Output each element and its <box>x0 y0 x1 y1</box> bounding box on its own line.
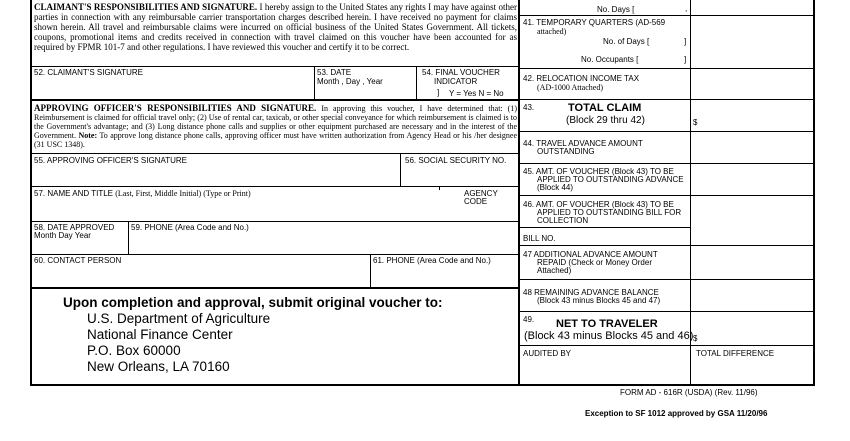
field-60-label: 60. CONTACT PERSON <box>34 256 122 265</box>
no-days-field[interactable] <box>632 3 682 14</box>
field-46-line2: APPLIED TO OUTSTANDING BILL FOR <box>537 208 682 217</box>
address-line: National Finance Center <box>87 327 233 342</box>
total-claim-sublabel: (Block 29 thru 42) <box>566 115 645 126</box>
divider <box>400 153 401 186</box>
relocation-tax-field[interactable] <box>693 71 813 99</box>
divider <box>520 279 815 280</box>
field-41-days-label: No. of Days [ <box>603 37 650 46</box>
claimant-heading: CLAIMANT'S RESPONSIBILITIES AND SIGNATURE. <box>34 2 258 12</box>
contact-person-field[interactable] <box>34 267 367 285</box>
field-42-label: 42. RELOCATION INCOME TAX <box>523 74 640 83</box>
divider <box>690 345 691 386</box>
section-divider <box>32 99 518 101</box>
name-title-field[interactable] <box>34 200 434 218</box>
field-53-label: 53. DATE <box>317 68 352 77</box>
claimant-text: I hereby assign to the United States any rights I may have against other parties in connection with any reimbursable carrier transportation charges described herein. I have received no payment for claims shown herein. All travel and reimbursable claims were incurred on official business of the United States Government. All tickets, coupons, promotional items and credits received in connection with travel claimed on this voucher have been accounted for as required by FPMR 101-7 and other regulations. I have reviewed this voucher and certify it to be correct. <box>34 2 518 52</box>
field-57-sublabel: (Last, First, Middle Initial) (Type or Print) <box>115 189 251 198</box>
tq-days-field[interactable] <box>662 36 682 46</box>
divider <box>416 66 417 100</box>
claimant-signature-field[interactable] <box>34 78 312 96</box>
divider <box>439 186 440 190</box>
total-difference-field[interactable] <box>693 359 813 383</box>
approving-note-text: To approve long distance phone calls, approving officer must have written authorization from Agency Head or his /her designee (31 USC 1348). <box>34 131 518 149</box>
field-41-occupants-label: No. Occupants [ <box>581 55 639 64</box>
submit-heading: Upon completion and approval, submit original voucher to: <box>63 295 443 310</box>
field-47-line2: REPAID (Check or Money Order <box>537 258 652 267</box>
divider <box>520 345 815 346</box>
field-45-line1: 45. AMT. OF VOUCHER (Block 43) TO BE <box>523 167 674 176</box>
close-bracket: ] <box>684 37 687 46</box>
field-55-label: 55. APPROVING OFFICER'S SIGNATURE <box>34 156 187 165</box>
form-id: FORM AD - 616R (USDA) (Rev. 11/96) <box>620 388 758 397</box>
divider <box>520 99 815 100</box>
column-divider <box>518 0 520 386</box>
bill-no-field[interactable] <box>562 232 687 243</box>
field-47-line1: 47 ADDITIONAL ADVANCE AMOUNT <box>523 250 658 259</box>
amount-column-divider <box>690 0 691 345</box>
field-44-label: 44. TRAVEL ADVANCE AMOUNT <box>523 139 643 148</box>
divider <box>32 221 518 222</box>
field-59-label: 59. PHONE (Area Code and No.) <box>131 223 249 232</box>
field-46-line3: COLLECTION <box>537 216 589 225</box>
dollar-sign: $ <box>693 334 698 343</box>
divider <box>32 66 518 67</box>
divider <box>520 227 690 228</box>
divider <box>520 195 815 196</box>
field-41-sublabel: attached) <box>537 27 567 36</box>
travel-advance-field[interactable] <box>693 134 813 161</box>
audited-by-label: AUDITED BY <box>523 349 572 358</box>
agency-code-field[interactable] <box>452 206 516 220</box>
final-indicator-box[interactable]: ] <box>437 88 440 97</box>
remaining-balance-field[interactable] <box>693 282 813 309</box>
applied-advance-field[interactable] <box>693 166 813 193</box>
total-claim-title: TOTAL CLAIM <box>568 102 642 114</box>
date-approved-field[interactable] <box>34 241 126 253</box>
field-54-options: Y = Yes N = No <box>449 89 504 98</box>
field-47-line3: Attached) <box>537 266 572 275</box>
field-44-sublabel: OUTSTANDING <box>537 147 595 156</box>
no-days-mark: , <box>685 4 688 13</box>
field-48-line2: (Block 43 minus Blocks 45 and 47) <box>537 296 661 305</box>
approving-text: In approving this voucher, I have determined that: (1) Reimbursement is claimed for official travel only; (2) Use of rental car, taxicab, or other special conveyance for which reimbursement is claimed is to the Government's advantage; and (3) Long distance phone calls and supplies or other equipment purchased are necessary and in the interest of the Government. <box>34 104 518 140</box>
address-line: P.O. Box 60000 <box>87 343 181 358</box>
phone-59-field[interactable] <box>131 234 515 252</box>
bill-no-label: BILL NO. <box>523 234 556 243</box>
date-field[interactable] <box>316 87 414 99</box>
claimant-statement <box>34 2 517 52</box>
approving-note-label: Note: <box>78 131 98 140</box>
gsa-exception: Exception to SF 1012 approved by GSA 11/20/96 <box>585 409 768 418</box>
divider <box>520 68 815 69</box>
additional-advance-field[interactable] <box>693 248 813 277</box>
voucher-form <box>30 0 815 386</box>
field-61-label: 61. PHONE (Area Code and No.) <box>373 256 491 265</box>
section-divider <box>32 287 518 289</box>
tq-amount-field[interactable] <box>693 18 813 66</box>
field-58-sublabel: Month Day Year <box>34 231 91 240</box>
field-45-line2: APPLIED TO OUTSTANDING ADVANCE <box>537 175 684 184</box>
divider <box>520 311 815 312</box>
field-58-label: 58. DATE APPROVED <box>34 223 115 232</box>
phone-61-field[interactable] <box>373 267 515 285</box>
agency-label: AGENCY <box>464 189 498 198</box>
net-to-traveler-sublabel: (Block 43 minus Blocks 45 and 46) <box>524 330 694 342</box>
field-52-label: 52. CLAIMANT'S SIGNATURE <box>34 68 143 77</box>
field-46-line1: 46. AMT. OF VOUCHER (Block 43) TO BE <box>523 200 674 209</box>
divider <box>32 186 518 187</box>
close-bracket: ] <box>684 55 687 64</box>
approving-statement <box>34 103 517 149</box>
divider <box>314 66 315 100</box>
tq-occupants-field[interactable] <box>662 54 682 64</box>
no-days-label: No. Days [ <box>597 5 635 14</box>
audited-by-field[interactable] <box>523 359 687 383</box>
divider <box>520 15 815 16</box>
field-57-label <box>34 189 251 198</box>
net-to-traveler-field[interactable] <box>700 314 813 342</box>
address-line: New Orleans, LA 70160 <box>87 359 230 374</box>
divider <box>32 153 518 154</box>
field-57-title: 57. NAME AND TITLE <box>34 189 113 198</box>
ssn-field[interactable] <box>404 166 516 184</box>
field-42-sublabel: (AD-1000 Attached) <box>537 83 603 92</box>
dollar-sign: $ <box>693 118 698 127</box>
field-56-label: 56. SOCIAL SECURITY NO. <box>405 156 507 165</box>
approving-signature-field[interactable] <box>34 166 398 184</box>
divider <box>520 245 815 246</box>
applied-bill-field[interactable] <box>693 198 813 242</box>
field-43-number: 43. <box>523 103 535 112</box>
approving-heading: APPROVING OFFICER'S RESPONSIBILITIES AND SIGNATURE. <box>34 103 317 113</box>
divider <box>128 221 129 254</box>
code-label: CODE <box>464 197 488 206</box>
divider <box>32 254 518 255</box>
divider <box>520 131 815 132</box>
field-45-line3: (Block 44) <box>537 183 574 192</box>
field-41-label: 41. TEMPORARY QUARTERS (AD-569 <box>523 18 666 27</box>
address-line: U.S. Department of Agriculture <box>87 311 271 326</box>
submit-address <box>87 311 270 375</box>
field-54-sublabel: INDICATOR <box>434 77 478 86</box>
divider <box>370 254 371 287</box>
field-53-sublabel: Month , Day , Year <box>317 77 383 86</box>
net-to-traveler-title: NET TO TRAVELER <box>556 318 658 330</box>
field-48-line1: 48 REMAINING ADVANCE BALANCE <box>523 288 659 297</box>
divider <box>520 163 815 164</box>
field-54-label: 54. FINAL VOUCHER <box>422 68 500 77</box>
total-difference-label: TOTAL DIFFERENCE <box>696 349 775 358</box>
total-claim-field[interactable] <box>700 102 813 129</box>
field-49-number: 49. <box>523 315 535 324</box>
